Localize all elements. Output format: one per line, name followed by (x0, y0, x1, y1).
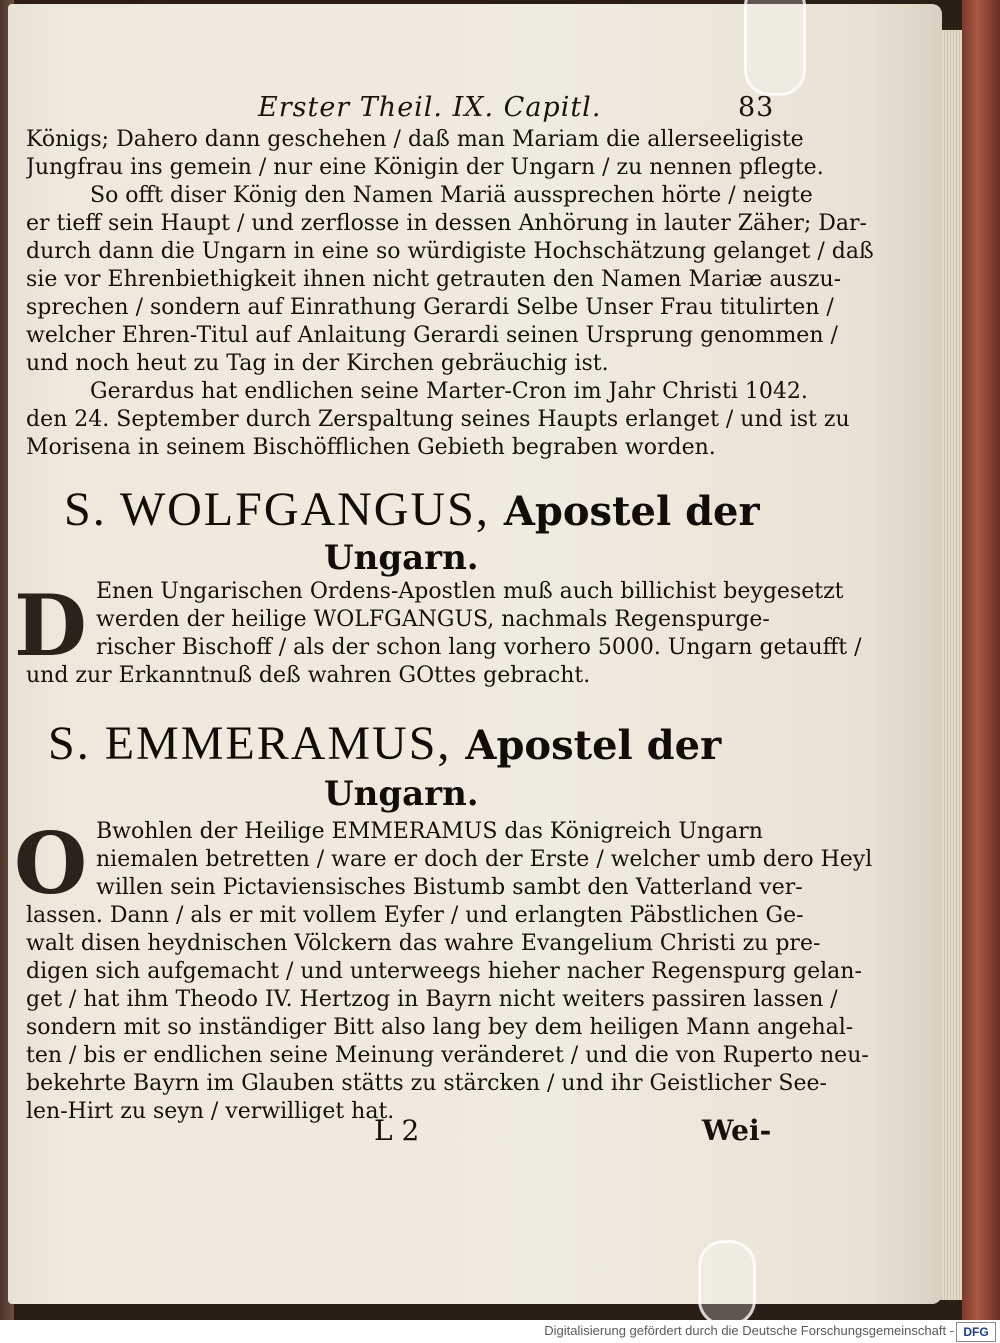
heading-emmeramus (48, 716, 721, 771)
text-line: niemalen betretten / ware er doch der Erste / welcher umb dero Heyl (96, 847, 873, 872)
text-line: sondern mit so inständiger Bitt also lang bey dem heiligen Mann angehal- (26, 1015, 854, 1040)
page-clip-bottom (698, 1240, 756, 1320)
credit-text: Digitalisierung gefördert durch die Deutsche Forschungsgemeinschaft - (544, 1323, 954, 1338)
heading-wolfgangus (64, 482, 760, 537)
catchword: Wei- (702, 1114, 772, 1147)
heading-fraktur: Apostel der (503, 488, 760, 535)
page-number: 83 (738, 92, 775, 123)
text-line: er tieff sein Haupt / und zerflosse in dessen Anhörung in lauter Zäher; Dar- (26, 211, 867, 236)
text-line: werden der heilige WOLFGANGUS, nachmals Regenspurge- (96, 607, 770, 632)
book-page (8, 4, 942, 1304)
text-line: len-Hirt zu seyn / verwilliget hat. (26, 1099, 395, 1124)
section-emmeramus-text (26, 818, 873, 1138)
text-line: sprechen / sondern auf Einrathung Gerardi Selbe Unser Frau titulirten / (26, 295, 834, 320)
heading-latin: S. EMMERAMUS, (48, 717, 452, 770)
dfg-logo: DFG (956, 1322, 996, 1342)
text-line: bekehrte Bayrn im Glauben stätts zu stärcken / und ihr Geistlicher See- (26, 1071, 827, 1096)
decorated-initial: D (14, 576, 87, 675)
text-line: So offt diser König den Namen Mariä aussprechen hörte / neigte (90, 183, 813, 208)
signature-mark: L 2 (374, 1114, 420, 1147)
heading-fraktur: Apostel der (465, 722, 722, 769)
text-line: sie vor Ehrenbiethigkeit ihnen nicht getrauten den Namen Mariæ auszu- (26, 267, 842, 292)
decorated-initial: O (14, 814, 88, 913)
text-line: den 24. September durch Zerspaltung seines Haupts erlanget / und ist zu (26, 407, 850, 432)
text-line: und zur Erkanntnuß deß wahren GOttes gebracht. (26, 663, 591, 688)
text-line: Gerardus hat endlichen seine Marter-Cron im Jahr Christi 1042. (90, 379, 808, 404)
heading-latin: S. WOLFGANGUS, (64, 483, 490, 536)
text-line: und noch heut zu Tag in der Kirchen gebräuchig ist. (26, 351, 609, 376)
text-line: durch dann die Ungarn in eine so würdigiste Hochschätzung gelanget / daß (26, 239, 874, 264)
text-line: willen sein Pictaviensisches Bistumb sambt den Vatterland ver- (96, 875, 803, 900)
text-line: walt disen heydnischen Völckern das wahre Evangelium Christi zu pre- (26, 931, 821, 956)
text-line: get / hat ihm Theodo IV. Hertzog in Bayrn nicht weiters passiren lassen / (26, 987, 838, 1012)
section-wolfgangus-text (26, 578, 862, 698)
credit-bar (0, 1320, 1000, 1343)
running-header-title: Erster Theil. IX. Capitl. (258, 92, 602, 123)
text-line: welcher Ehren-Titul auf Anlaitung Gerardi seinen Ursprung genommen / (26, 323, 838, 348)
subheading-ungarn: Ungarn. (324, 538, 479, 578)
text-line: rischer Bischoff / als der schon lang vorhero 5000. Ungarn getaufft / (96, 635, 862, 660)
text-line: Morisena in seinem Bischöfflichen Gebieth begraben worden. (26, 435, 716, 460)
page-clip-top (744, 0, 806, 96)
text-line: digen sich aufgemacht / und unterweegs hieher nacher Regenspurg gelan- (26, 959, 862, 984)
text-line: lassen. Dann / als er mit vollem Eyfer / und erlangten Päbstlichen Ge- (26, 903, 804, 928)
text-line: Jungfrau ins gemein / nur eine Königin der Ungarn / zu nennen pflegte. (26, 155, 824, 180)
section-gerardus-text (26, 126, 874, 460)
text-line: ten / bis er endlichen seine Meinung veränderet / und die von Ruperto neu- (26, 1043, 869, 1068)
text-line: Enen Ungarischen Ordens-Apostlen muß auch billichist beygesetzt (96, 579, 844, 604)
text-line: Bwohlen der Heilige EMMERAMUS das Königreich Ungarn (96, 819, 763, 844)
subheading-ungarn: Ungarn. (324, 774, 479, 814)
book-cover-right (962, 0, 1000, 1320)
text-line: Königs; Dahero dann geschehen / daß man Mariam die allerseeligiste (26, 127, 804, 152)
